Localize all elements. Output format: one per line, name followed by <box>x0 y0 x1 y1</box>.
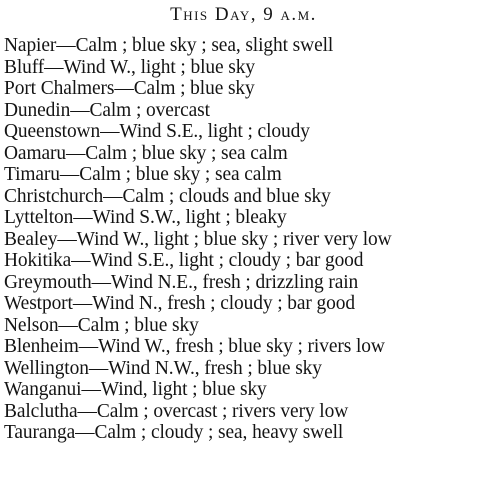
weather-report-line: Oamaru—Calm ; blue sky ; sea calm <box>4 142 288 164</box>
weather-report-line: Bluff—Wind W., light ; blue sky <box>4 56 255 78</box>
report-heading: This Day, 9 a.m. <box>170 4 317 25</box>
weather-report-line: Christchurch—Calm ; clouds and blue sky <box>4 185 331 207</box>
weather-report-list <box>4 35 487 444</box>
weather-report-line: Greymouth—Wind N.E., fresh ; drizzling rain <box>4 271 359 293</box>
weather-report-line: Blenheim—Wind W., fresh ; blue sky ; rivers low <box>4 336 385 357</box>
weather-report-line: Hokitika—Wind S.E., light ; cloudy ; bar good <box>4 250 364 271</box>
weather-report-line: Dunedin—Calm ; overcast <box>4 99 210 121</box>
weather-report-line: Bealey—Wind W., light ; blue sky ; river very low <box>4 228 392 250</box>
weather-report-line: Wellington—Wind N.W., fresh ; blue sky <box>4 357 322 379</box>
weather-report-line: Napier—Calm ; blue sky ; sea, slight swell <box>4 35 334 56</box>
weather-report-line: Westport—Wind N., fresh ; cloudy ; bar good <box>4 293 355 314</box>
weather-report-line: Port Chalmers—Calm ; blue sky <box>4 78 255 99</box>
weather-report-line: Timaru—Calm ; blue sky ; sea calm <box>4 164 282 185</box>
weather-report-line: Nelson—Calm ; blue sky <box>4 314 199 336</box>
weather-report-line: Lyttelton—Wind S.W., light ; bleaky <box>4 207 287 228</box>
weather-report-line: Queenstown—Wind S.E., light ; cloudy <box>4 121 310 142</box>
weather-report-line: Wanganui—Wind, light ; blue sky <box>4 379 267 400</box>
weather-report-line: Balclutha—Calm ; overcast ; rivers very low <box>4 400 349 422</box>
weather-report-line: Tauranga—Calm ; cloudy ; sea, heavy swell <box>4 422 344 443</box>
